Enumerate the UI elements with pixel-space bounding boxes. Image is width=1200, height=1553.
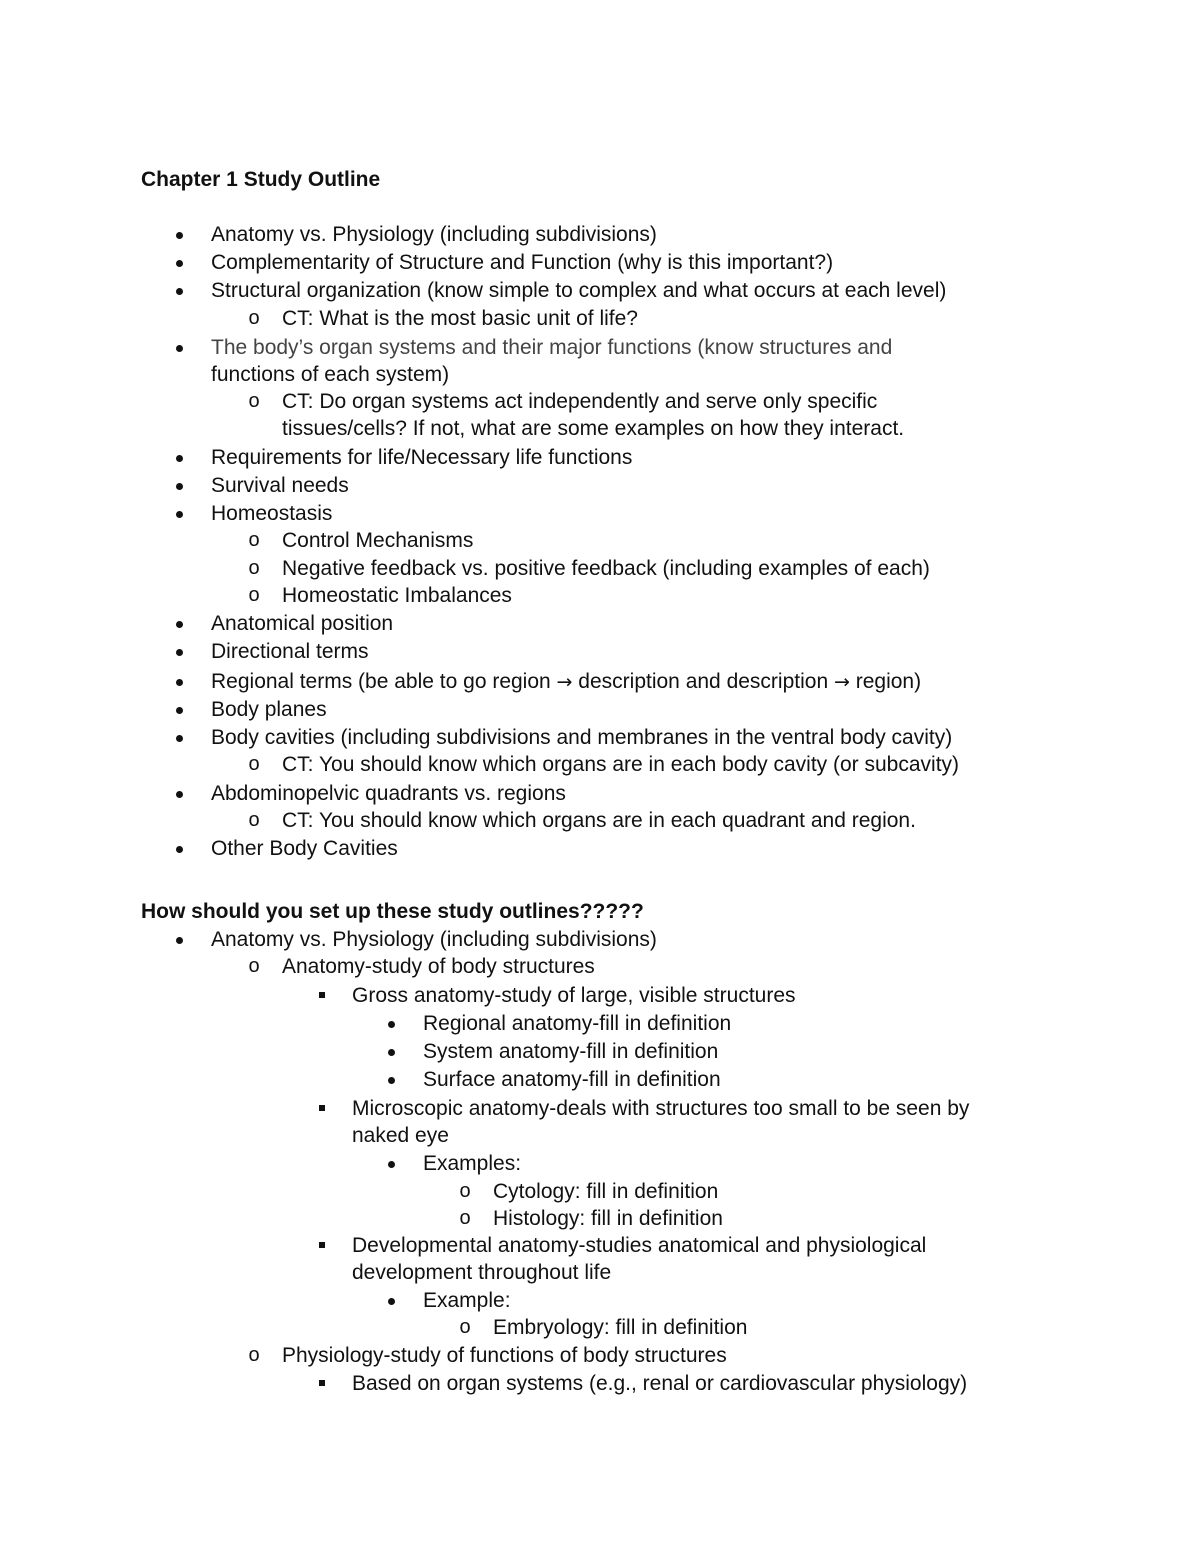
list-item: Surface anatomy-fill in definition (423, 1068, 721, 1091)
list-item: Examples: (423, 1152, 522, 1175)
circle-bullet-icon: o (248, 390, 260, 412)
list-item: o Anatomy-study of body structures (282, 953, 595, 980)
list-item: o Homeostatic Imbalances (282, 582, 512, 609)
list-item-continuation: tissues/cells? If not, what are some examples on how they interact. (282, 417, 905, 440)
list-item: Based on organ systems (e.g., renal or cardiovascular physiology) (352, 1372, 968, 1395)
list-item: o CT: What is the most basic unit of life? (282, 305, 638, 332)
list-item: Regional anatomy-fill in definition (423, 1012, 732, 1035)
list-item: o Histology: fill in definition (493, 1205, 723, 1232)
list-item: Abdominopelvic quadrants vs. regions (211, 782, 566, 805)
right-arrow-icon: → (833, 671, 850, 693)
circle-bullet-icon: o (248, 809, 260, 831)
list-item: o Negative feedback vs. positive feedback (including examples of each) (282, 555, 930, 582)
list-item: Survival needs (211, 474, 349, 497)
circle-bullet-icon: o (248, 955, 260, 977)
circle-bullet-icon: o (248, 529, 260, 551)
list-item: o Embryology: fill in definition (493, 1314, 747, 1341)
list-item-continuation: functions of each system) (211, 363, 450, 386)
list-item: o Control Mechanisms (282, 527, 473, 554)
list-item: Other Body Cavities (211, 837, 398, 860)
list-item: Requirements for life/Necessary life functions (211, 446, 633, 469)
list-item: o CT: Do organ systems act independently and serve only specific (282, 388, 877, 415)
list-item-continuation: development throughout life (352, 1261, 612, 1284)
list-item-continuation: naked eye (352, 1124, 449, 1147)
list-item: Homeostasis (211, 502, 333, 525)
list-item: Regional terms (be able to go region → description and description → region) (211, 670, 922, 693)
list-item: Structural organization (know simple to complex and what occurs at each level) (211, 279, 947, 302)
list-item: Complementarity of Structure and Function (why is this important?) (211, 251, 834, 274)
section-title: Chapter 1 Study Outline (141, 168, 381, 191)
list-item: Anatomical position (211, 612, 394, 635)
circle-bullet-icon: o (248, 307, 260, 329)
list-item: o Cytology: fill in definition (493, 1178, 718, 1205)
list-item: Body cavities (including subdivisions and membranes in the ventral body cavity) (211, 726, 953, 749)
circle-bullet-icon: o (248, 1344, 260, 1366)
list-item: Example: (423, 1289, 511, 1312)
circle-bullet-icon: o (248, 584, 260, 606)
list-item: Body planes (211, 698, 327, 721)
list-item: Gross anatomy-study of large, visible structures (352, 984, 796, 1007)
list-item: Directional terms (211, 640, 369, 663)
list-item: Anatomy vs. Physiology (including subdivisions) (211, 223, 657, 246)
list-item: o Physiology-study of functions of body structures (282, 1342, 727, 1369)
circle-bullet-icon: o (459, 1316, 471, 1338)
list-item: Developmental anatomy-studies anatomical and physiological (352, 1234, 927, 1257)
circle-bullet-icon: o (459, 1180, 471, 1202)
list-item: The body’s organ systems and their major functions (know structures and (211, 336, 893, 359)
right-arrow-icon: → (556, 671, 573, 693)
circle-bullet-icon: o (459, 1207, 471, 1229)
list-item: System anatomy-fill in definition (423, 1040, 719, 1063)
circle-bullet-icon: o (248, 753, 260, 775)
list-item: Microscopic anatomy-deals with structures too small to be seen by (352, 1097, 970, 1120)
list-item: o CT: You should know which organs are in each quadrant and region. (282, 807, 916, 834)
list-item: Anatomy vs. Physiology (including subdivisions) (211, 928, 657, 951)
circle-bullet-icon: o (248, 557, 260, 579)
section-title: How should you set up these study outlines????? (141, 900, 644, 923)
list-item: o CT: You should know which organs are in each body cavity (or subcavity) (282, 751, 959, 778)
